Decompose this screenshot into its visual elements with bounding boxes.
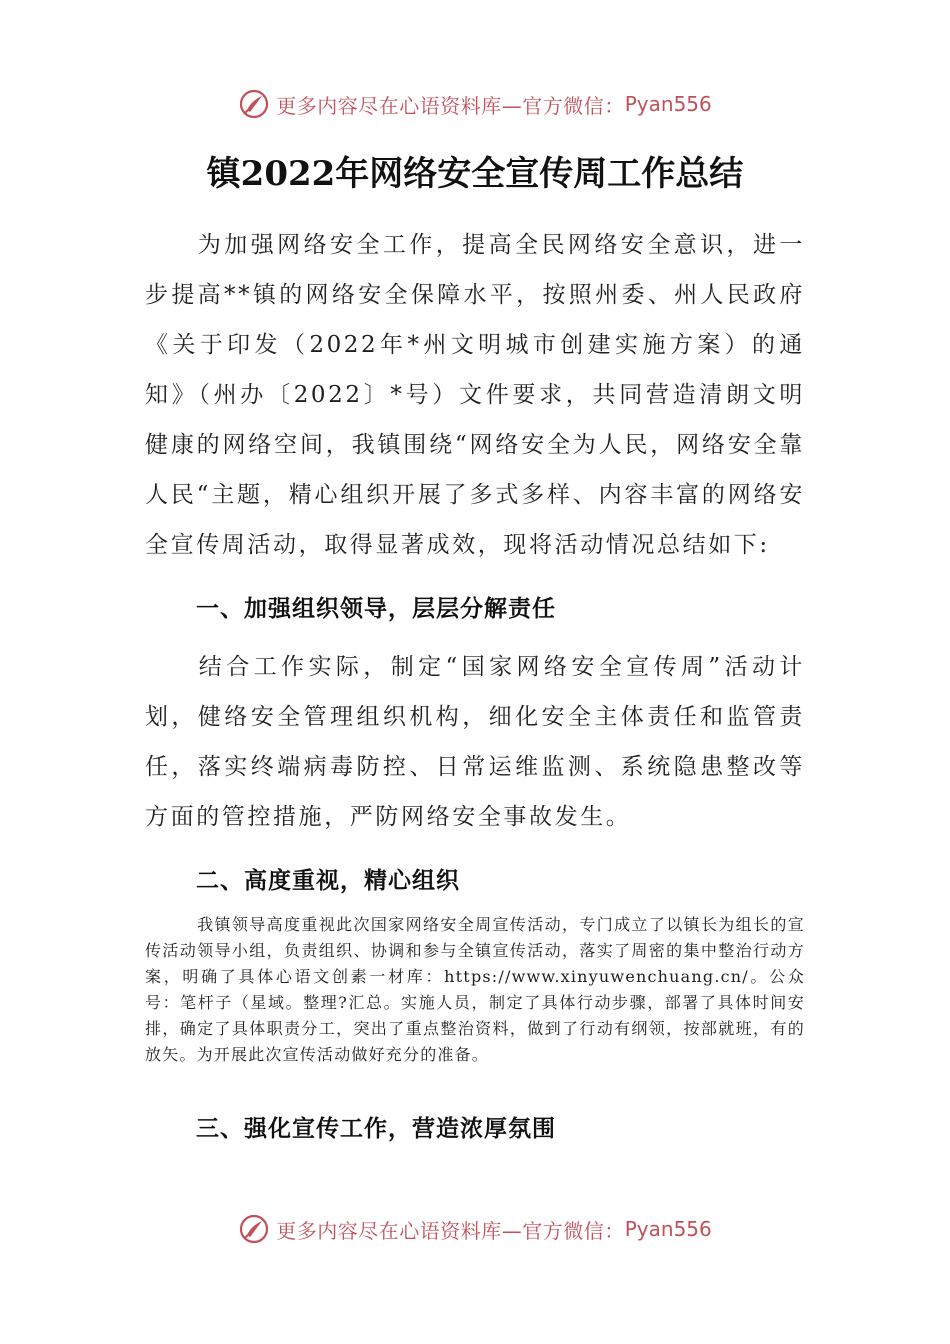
footer-watermark (0, 1209, 950, 1249)
header-watermark (0, 84, 950, 124)
section1-heading: 一、加强组织领导，层层分解责任 (196, 596, 556, 622)
section2-paragraph (145, 912, 805, 1068)
section2-heading: 二、高度重视，精心组织 (196, 868, 460, 894)
section1-paragraph (145, 642, 805, 842)
section2-text: 我镇领导高度重视此次国家网络安全周宣传活动，专门成立了以镇长为组长的宣传活动领导小组，负责组织、协调和参与全镇宣传活动，落实了周密的集中整治行动方案，明确了具体心语文创素一材库：https://www.xinyuwenchuang.cn/。公众号：笔杆子（星域。整理?汇总。实施人员，制定了具体行动步骤，部署了具体时间安排，确定了具体职责分工，突出了重点整治资料，做到了行动有纲领，按部就班，有的放矢。为开展此次宣传活动做好充分的准备。 (145, 915, 805, 1064)
watermark-text: 更多内容尽在心语资料库—官方微信： (276, 93, 625, 118)
document-title: 镇2022年网络安全宣传周工作总结 (206, 154, 744, 194)
brush-logo-icon (238, 88, 270, 120)
intro-text: 为加强网络安全工作，提高全民网络安全意识，进一步提高**镇的网络安全保障水平，按照州委、州人民政府《关于印发（2022年*州文明城市创建实施方案）的通知》（州办〔2022〕*号）文件要求，共同营造清朗文明健康的网络空间，我镇围绕“网络安全为人民，网络安全靠人民“主题，精心组织开展了多式多样、内容丰富的网络安全宣传周活动，取得显著成效，现将活动情况总结如下: (145, 232, 805, 558)
watermark-brand: Pyan556 (624, 92, 712, 116)
brush-logo-icon (238, 1213, 270, 1245)
watermark-text: 更多内容尽在心语资料库—官方微信： (276, 1218, 625, 1243)
section3-heading: 三、强化宣传工作，营造浓厚氛围 (196, 1116, 556, 1142)
section1-text: 结合工作实际，制定“国家网络安全宣传周”活动计划，健络安全管理组织机构，细化安全主体责任和监管责任，落实终端病毒防控、日常运维监测、系统隐患整改等方面的管控措施，严防网络安全事故发生。 (145, 654, 805, 830)
intro-paragraph (145, 220, 805, 570)
watermark-brand: Pyan556 (624, 1217, 712, 1241)
